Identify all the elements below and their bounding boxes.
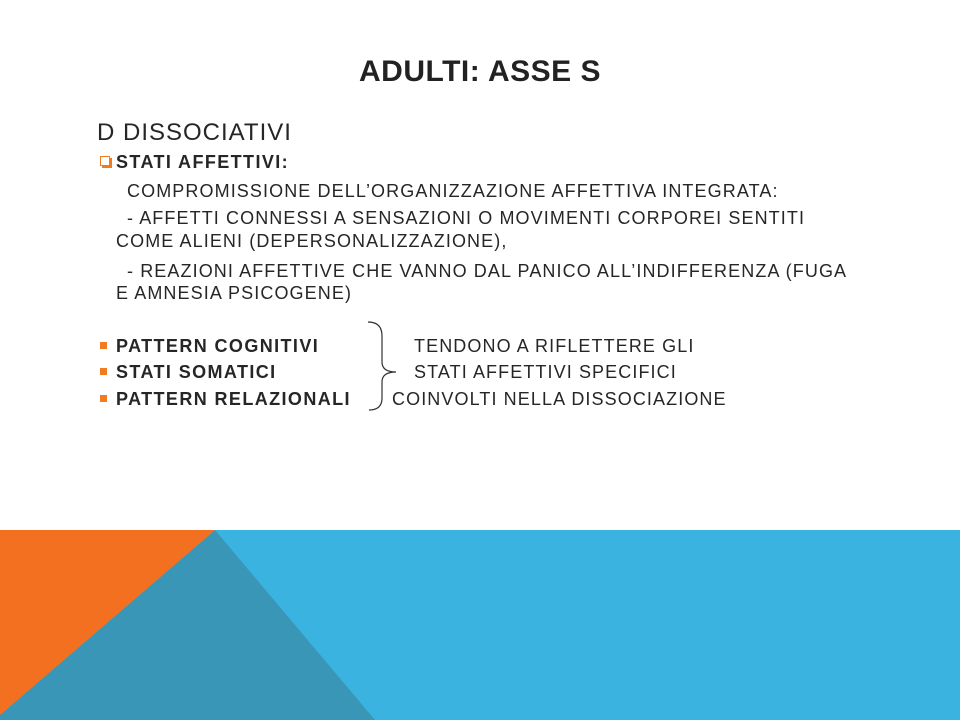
affective-item-1-line-1: - AFFETTI CONNESSI A SENSAZIONI O MOVIMENTI CORPOREI SENTITI	[127, 208, 806, 228]
pattern-item-relational: PATTERN RELAZIONALI	[116, 389, 351, 409]
affective-item-2-line-1: - REAZIONI AFFETTIVE CHE VANNO DAL PANICO ALL’INDIFFERENZA (FUGA	[127, 261, 848, 281]
affective-item-1-line-2: COME ALIENI (DEPERSONALIZZAZIONE),	[116, 231, 508, 251]
pattern-item-somatic: STATI SOMATICI	[116, 362, 277, 382]
checkbox-bullet-icon	[100, 156, 110, 166]
affective-item-2-line-2: E AMNESIA PSICOGENE)	[116, 283, 353, 303]
square-bullet-icon	[100, 395, 107, 402]
affective-states-label: STATI AFFETTIVI:	[116, 152, 290, 172]
square-bullet-icon	[100, 368, 107, 375]
pattern-note-line-2: STATI AFFETTIVI SPECIFICI	[414, 362, 677, 382]
affective-states-intro: COMPROMISSIONE DELL’ORGANIZZAZIONE AFFETTIVA INTEGRATA:	[127, 181, 779, 201]
pattern-note-line-3: COINVOLTI NELLA DISSOCIAZIONE	[392, 389, 727, 409]
square-bullet-icon	[100, 342, 107, 349]
section-heading: D DISSOCIATIVI	[97, 119, 292, 146]
pattern-item-cognitive: PATTERN COGNITIVI	[116, 336, 320, 356]
decorative-footer-band	[0, 530, 960, 720]
slide-title: ADULTI: ASSE S	[358, 55, 601, 88]
pattern-note-line-1: TENDONO A RIFLETTERE GLI	[414, 336, 695, 356]
